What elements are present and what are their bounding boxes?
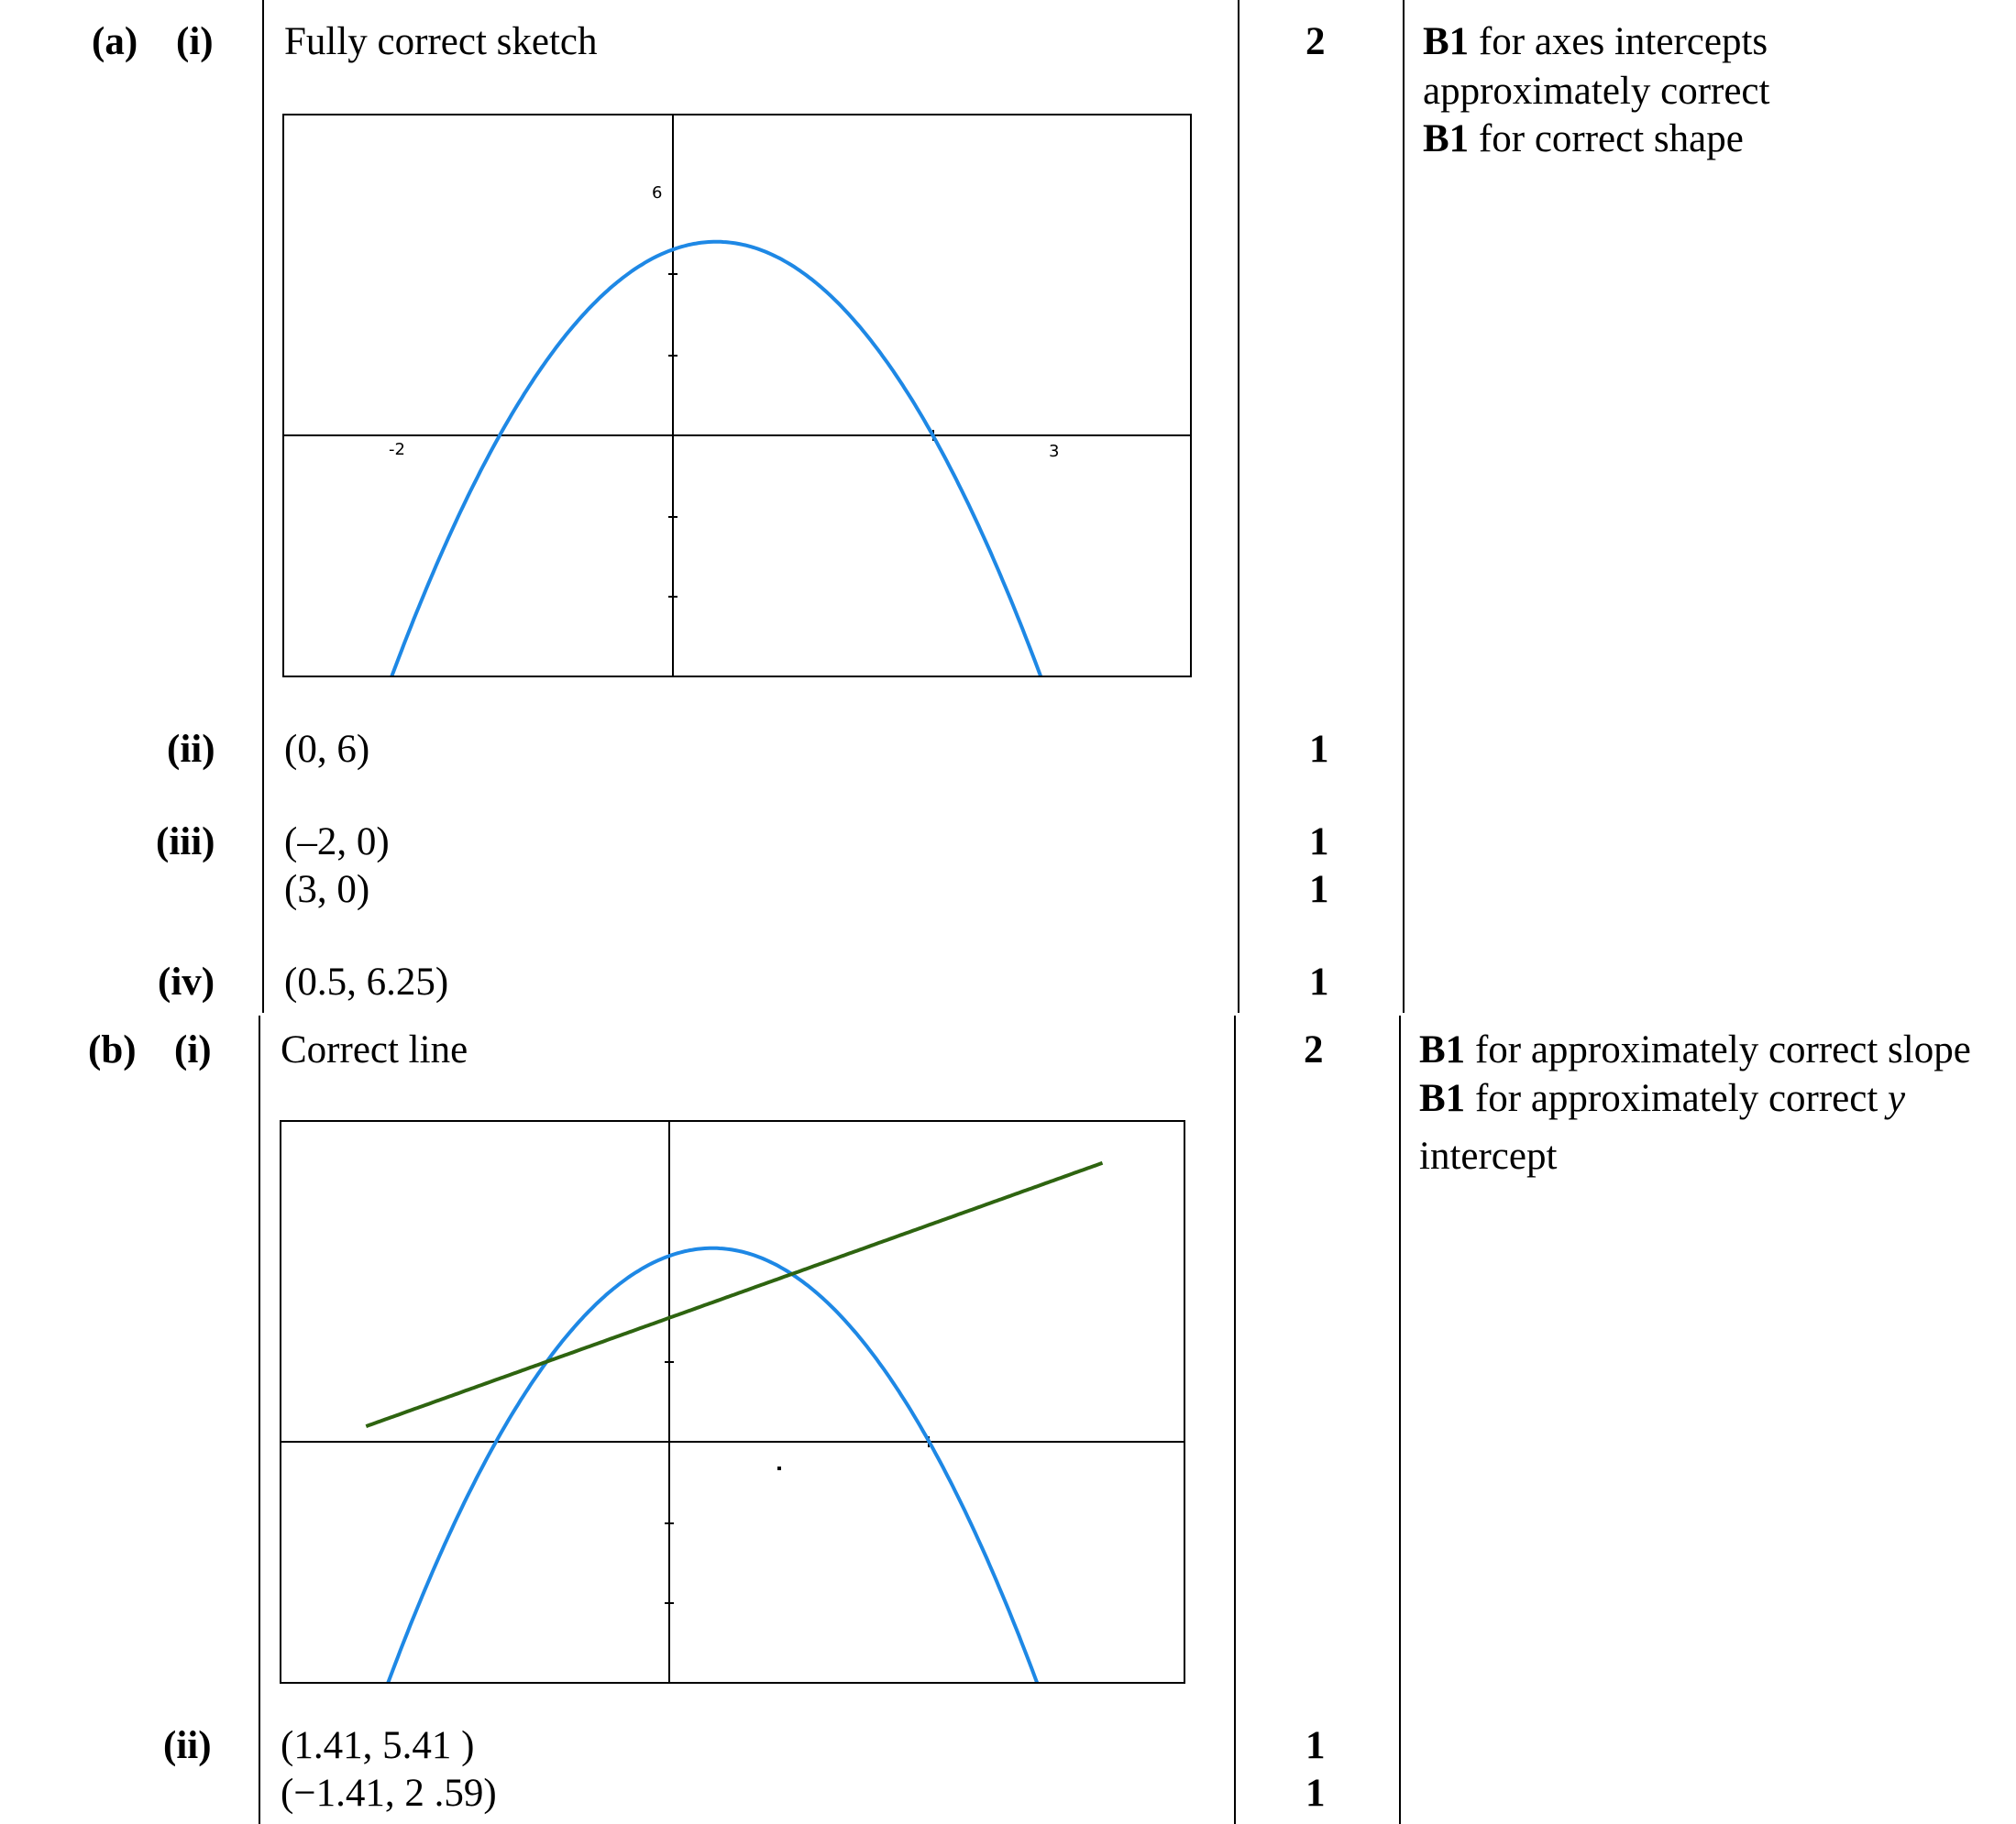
note-code: B1: [1423, 20, 1470, 63]
rule-a-left: [262, 0, 264, 1013]
part-a-iv-marks: 1: [1309, 961, 1329, 1004]
note-text: approximately correct: [1423, 70, 1770, 113]
part-b-note-3: [1419, 1133, 1557, 1181]
part-a-ii-marks: 1: [1309, 728, 1329, 771]
graph-a-ytick-label-6: 6: [652, 183, 663, 203]
part-b-ii-marks-1: 1: [1305, 1724, 1326, 1767]
part-b-note-1: [1419, 1027, 1971, 1074]
graph-b-frame: [281, 1121, 1184, 1683]
part-b-ii-answer-2: (−1.41, 2 .59): [281, 1772, 497, 1815]
part-b-i-label: (i): [174, 1028, 212, 1071]
part-a-iii-answer-1: (–2, 0): [284, 820, 390, 863]
part-a-iii-label: (iii): [156, 820, 215, 863]
part-a-note-2: [1423, 68, 1769, 115]
rule-b-marks: [1234, 1016, 1236, 1824]
rule-b-notes: [1399, 1016, 1401, 1824]
part-a-iii-answer-2: (3, 0): [284, 868, 370, 911]
note-text: intercept: [1419, 1135, 1558, 1178]
part-b-label: (b): [88, 1028, 137, 1071]
part-b-i-marks: 2: [1304, 1028, 1324, 1071]
part-a-note-1: [1423, 18, 1768, 66]
graph-b-dot: [777, 1467, 781, 1470]
note-code: B1: [1419, 1077, 1466, 1120]
note-text: for correct shape: [1469, 117, 1744, 160]
note-code: B1: [1419, 1028, 1466, 1071]
graph-a-parabola: [369, 242, 1106, 677]
graph-b-parabola: [366, 1248, 1102, 1684]
note-text: for axes intercepts: [1469, 20, 1768, 63]
part-a-ii-answer: (0, 6): [284, 728, 370, 771]
part-a-iii-marks-2: 1: [1309, 868, 1329, 911]
part-b-ii-marks-2: 1: [1305, 1772, 1326, 1815]
rule-b-left: [259, 1016, 260, 1824]
part-b-ii-label: (ii): [163, 1724, 212, 1767]
part-b-i-answer: Correct line: [281, 1028, 468, 1071]
graph-b-sketch: [280, 1120, 1185, 1684]
part-a-iii-marks-1: 1: [1309, 820, 1329, 863]
note-code: B1: [1423, 117, 1470, 160]
part-a-iv-label: (iv): [158, 961, 215, 1004]
rule-a-marks: [1238, 0, 1239, 1013]
graph-a-frame: [283, 115, 1191, 676]
part-a-label: (a): [92, 20, 138, 63]
graph-b-line: [366, 1163, 1102, 1426]
part-a-i-label: (i): [176, 20, 214, 63]
graph-a-xtick-label-3: 3: [1049, 442, 1060, 461]
part-a-iv-answer: (0.5, 6.25): [284, 961, 449, 1004]
part-b-ii-answer-1: (1.41, 5.41 ): [281, 1724, 475, 1767]
part-b-note-2: [1419, 1075, 1905, 1123]
graph-a-sketch: [282, 114, 1192, 677]
note-text: for approximately correct: [1465, 1077, 1889, 1120]
rule-a-notes: [1403, 0, 1405, 1013]
part-a-ii-label: (ii): [167, 728, 215, 771]
part-a-i-marks: 2: [1305, 20, 1326, 63]
part-a-note-3: [1423, 115, 1744, 163]
part-a-i-answer: Fully correct sketch: [284, 20, 598, 63]
note-text: for approximately correct slope: [1465, 1028, 1971, 1071]
graph-a-xtick-label-neg2: -2: [389, 440, 405, 459]
y-symbol: y: [1888, 1077, 1906, 1120]
